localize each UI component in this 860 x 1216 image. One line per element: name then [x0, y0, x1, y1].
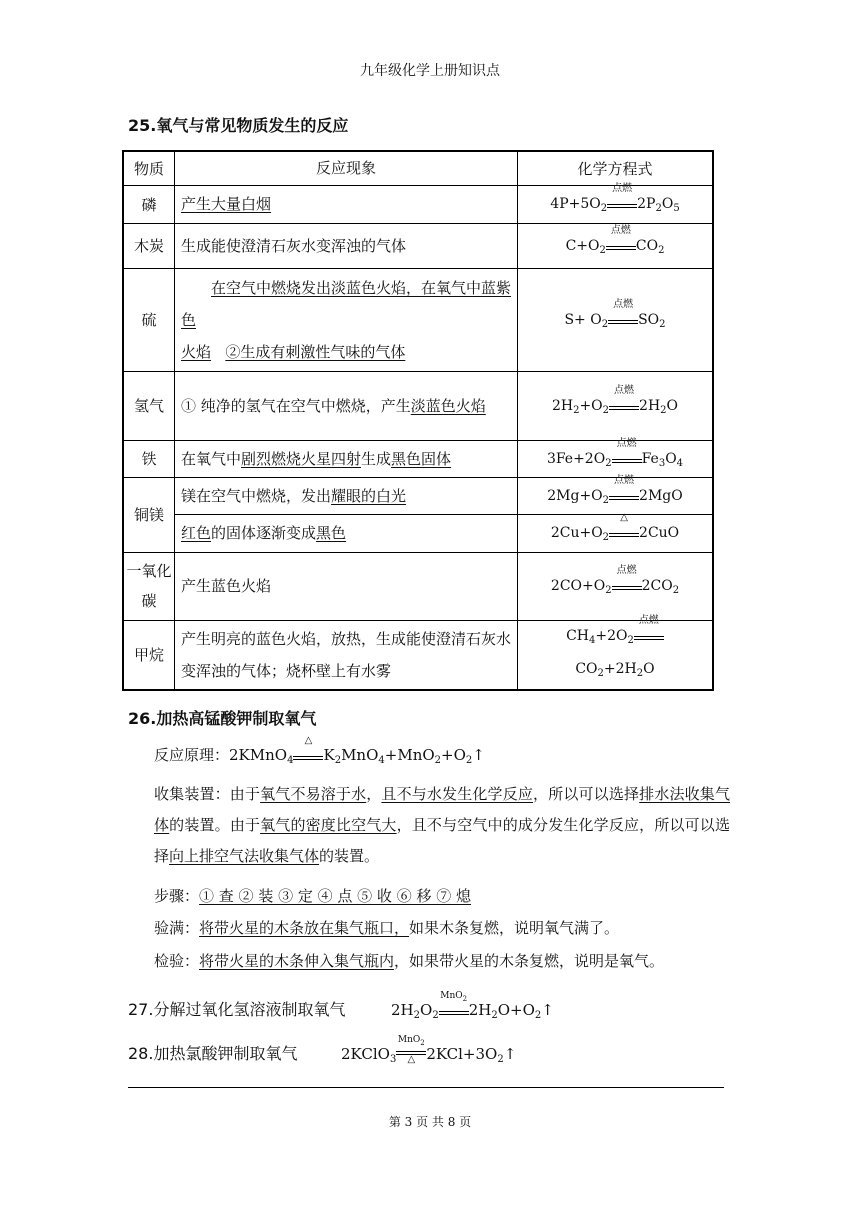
table-row: 氢气 ① 纯净的氢气在空气中燃烧，产生淡蓝色火焰 $2H_2+O_2$ 点燃 $2H_2O$	[123, 371, 713, 440]
table-row	[123, 552, 713, 620]
phenomenon-text: 红色	[181, 524, 212, 542]
equation: $2Mg+O_2$ 点燃 2MgO	[518, 477, 714, 514]
reaction-arrow-icon: 点燃	[606, 236, 636, 252]
equation: $2H_2O_2$ MnO$_2$ $2H_2O+O_2↑$	[391, 991, 554, 1021]
equation: $4P+5O_2$ 点燃 $2P_2O_5$	[518, 185, 714, 223]
phenomenon-text: 产生明亮的蓝色火焰，放热，生成能使澄清石灰水变浑浊的气体；烧杯壁上有水雾	[175, 620, 518, 690]
reaction-principle: 反应原理：2KMnO$_4$ △ $K_2MnO_4+MnO_2+O_2↑$	[154, 735, 485, 766]
collection-device-paragraph: 收集装置：由于氧气不易溶于水，且不与水发生化学反应，所以可以选择排水法收集气体的装置。由于氧气的密度比空气大，且不与空气中的成分发生化学反应，所以可以选择向上排空气法收集气体的装置。	[154, 785, 730, 865]
page-footer: 第 3 页 共 8 页	[388, 1115, 472, 1129]
reaction-arrow-icon: 点燃	[608, 310, 638, 326]
reaction-arrow-icon: 点燃	[609, 396, 639, 412]
section-27-title: 27.分解过氧化氢溶液制取氧气	[128, 1000, 346, 1019]
phenomenon-text: 镁在空气中燃烧，发出	[181, 486, 332, 505]
equation: 2KClO$_3$ MnO$_2$ △ $2KCl+3O_2↑$	[341, 1035, 517, 1065]
substance-copper-magnesium: 铜镁	[123, 477, 175, 552]
phenomenon-text: 在空气中燃烧发出淡蓝色火焰，在氧气中蓝紫色	[181, 278, 512, 329]
substance-phosphorus: 磷	[123, 185, 175, 223]
phenomenon-text: ① 纯净的氢气在空气中燃烧，产生	[181, 396, 411, 415]
phenomenon-text: 产生蓝色火焰	[175, 552, 518, 620]
substance-iron: 铁	[123, 440, 175, 477]
equation: $2CO+O_2$ 点燃 $2CO_2$	[518, 552, 714, 620]
equation: $CH_4+2O_2$ 点燃 $CO_2+2H_2O$	[518, 620, 714, 690]
section-28	[128, 1035, 517, 1065]
substance-sulfur: 硫	[123, 268, 175, 371]
col-phenomenon: 反应现象	[175, 151, 518, 185]
section-26-title: 26.加热高锰酸钾制取氧气	[128, 709, 317, 728]
equation: $2H_2+O_2$ 点燃 $2H_2O$	[518, 371, 714, 440]
section-28-title: 28.加热氯酸钾制取氧气	[128, 1044, 298, 1063]
table-row	[123, 185, 713, 223]
table-row: 铜镁 镁在空气中燃烧，发出耀眼的白光 $2Mg+O_2$ 点燃 2MgO	[123, 477, 713, 514]
equation: $C+O_2$ 点燃 $CO_2$	[518, 223, 714, 268]
table-header-row	[123, 151, 713, 185]
phenomenon-text: 生成能使澄清石灰水变浑浊的气体	[175, 223, 518, 268]
steps-line: 步骤：① 查 ② 装 ③ 定 ④ 点 ⑤ 收 ⑥ 移 ⑦ 熄	[154, 887, 472, 905]
equation: $2Cu+O_2$ △ 2CuO	[518, 514, 714, 552]
phenomenon-text: 产生大量白烟	[181, 195, 272, 213]
substance-carbon-monoxide: 一氧化碳	[123, 552, 175, 620]
section-25-title: 25.氧气与常见物质发生的反应	[128, 116, 349, 135]
equation: $3Fe+2O_2$ 点燃 $Fe_3O_4$	[518, 440, 714, 477]
equation: $S+ O_2$ 点燃 $SO_2$	[518, 268, 714, 371]
table-row: 硫 在空气中燃烧发出淡蓝色火焰，在氧气中蓝紫色 火焰 ②生成有刺激性气味的气体 $S+ O_2$ 点燃 $SO_2$	[123, 268, 713, 371]
reaction-arrow-icon: 点燃	[634, 626, 664, 642]
reaction-arrow-icon: 点燃	[607, 194, 637, 210]
test-line: 检验：将带火星的木条伸入集气瓶内，如果带火星的木条复燃，说明是氧气。	[154, 952, 665, 970]
heat-arrow-icon: △	[293, 746, 323, 762]
catalyst-arrow-icon: MnO$_2$	[439, 1001, 469, 1017]
col-substance: 物质	[123, 151, 175, 185]
col-equation: 化学方程式	[518, 151, 714, 185]
table-row: 红色的固体逐渐变成黑色 $2Cu+O_2$ △ 2CuO	[123, 514, 713, 552]
reaction-arrow-icon: 点燃	[612, 576, 642, 592]
full-check-line: 验满：将带火星的木条放在集气瓶口，如果木条复燃，说明氧气满了。	[154, 919, 620, 937]
oxygen-reaction-table	[122, 150, 714, 691]
catalyst-heat-arrow-icon: MnO$_2$ △	[397, 1035, 425, 1065]
substance-hydrogen: 氢气	[123, 371, 175, 440]
section-27	[128, 991, 554, 1021]
reaction-arrow-icon: 点燃	[609, 486, 639, 502]
substance-charcoal: 木炭	[123, 223, 175, 268]
substance-methane: 甲烷	[123, 620, 175, 690]
reaction-arrow-icon: 点燃	[612, 449, 642, 465]
table-row: 铁 在氧气中剧烈燃烧火星四射生成黑色固体 $3Fe+2O_2$ 点燃 $Fe_3O_4$	[123, 440, 713, 477]
table-row	[123, 223, 713, 268]
heat-arrow-icon: △	[609, 523, 639, 539]
page-header: 九年级化学上册知识点	[360, 63, 500, 79]
phenomenon-text: 在氧气中	[181, 449, 242, 468]
table-row	[123, 620, 713, 690]
footer-divider	[128, 1087, 724, 1088]
